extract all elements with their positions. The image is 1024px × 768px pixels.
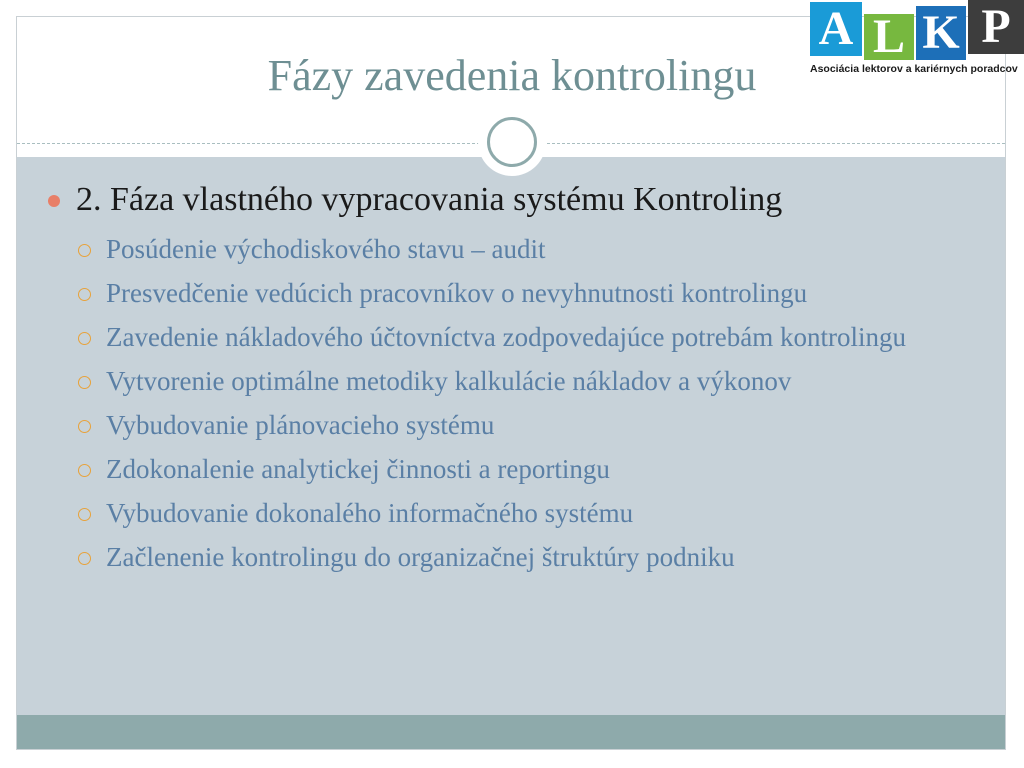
logo-caption: Asociácia lektorov a kariérnych poradcov [810,63,1018,75]
list-item-text: Posúdenie východiskového stavu – audit [106,234,546,264]
logo-letter-k: K [916,6,966,60]
list-item-text: Vytvorenie optimálne metodiky kalkulácie nákladov a výkonov [106,366,792,396]
list-item [48,364,988,398]
logo-letter-l: L [864,14,914,60]
bullet-dot-icon [48,195,60,207]
slide-title: Fázy zavedenia kontrolingu [267,51,757,100]
bullet-ring-icon [78,244,91,257]
footer-bar [17,715,1005,749]
bullet-ring-icon [78,376,91,389]
bullet-ring-icon [78,508,91,521]
divider-ring-inner-icon [487,117,537,167]
list-item-text: Presvedčenie vedúcich pracovníkov o nevyhnutnosti kontrolingu [106,278,808,308]
list-item-text: Zdokonalenie analytickej činnosti a reportingu [106,454,610,484]
list-item [48,320,988,354]
bullet-heading-text: 2. Fáza vlastného vypracovania systému Kontroling [76,181,783,218]
list-item-text: Vybudovanie dokonalého informačného systému [106,498,634,528]
list-item-text: Vybudovanie plánovacieho systému [106,410,495,440]
bullet-ring-icon [78,288,91,301]
bullet-heading [48,178,988,222]
bullet-ring-icon [78,332,91,345]
bullet-ring-icon [78,552,91,565]
bullet-list [48,178,988,584]
bullet-ring-icon [78,420,91,433]
list-item-text: Zavedenie nákladového účtovníctva zodpovedajúce potrebám kontrolingu [106,322,906,352]
list-item-text: Začlenenie kontrolingu do organizačnej štruktúry podniku [106,542,735,572]
list-item [48,408,988,442]
list-item [48,496,988,530]
logo-letter-a: A [810,2,862,56]
list-item [48,540,988,574]
list-item [48,276,988,310]
alkp-logo [808,0,1024,84]
bullet-ring-icon [78,464,91,477]
list-item [48,232,988,266]
list-item [48,452,988,486]
logo-letter-p: P [968,0,1024,54]
